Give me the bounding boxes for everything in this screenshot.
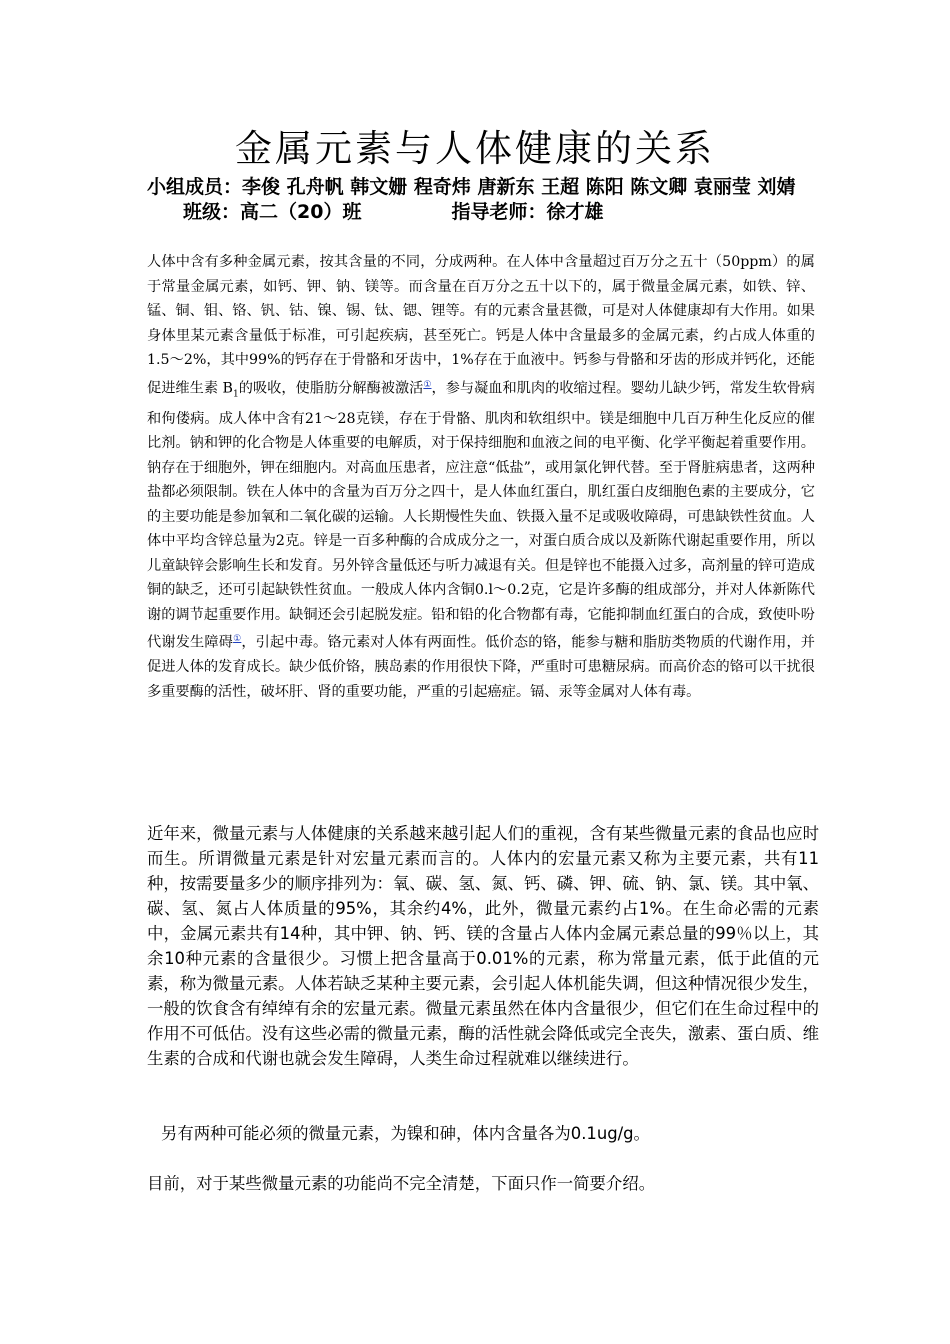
- footnote-ref-link[interactable]: ①: [233, 634, 242, 645]
- paragraph-text: 的吸收，使脂肪分解酶被激活: [238, 380, 424, 397]
- trace-elements-paragraph: 近年来，微量元素与人体健康的关系越来越引起人们的重视，含有某些微量元素的食品也应时而生。所谓微量元素是针对宏量元素而言的。人体内的宏量元素又称为主要元素，共有11种，按需要量多少的顺序排列为：氧、碳、氢、氮、钙、磷、钾、硫、钠、氯、镁。其中氧、碳、氢、氮占人体质量的95%，其余约4%，此外，微量元素约占1%。在生命必需的元素中，金属元素共有14种，其中钾、钠、钙、镁的含量占人体内金属元素总量的99％以上，其余10种元素的含量很少。习惯上把含量高于0.01%的元素，称为常量元素，低于此值的元素，称为微量元素。人体若缺乏某种主要元素，会引起人体机能失调，但这种情况很少发生，一般的饮食含有绰绰有余的宏量元素。微量元素虽然在体内含量很少，但它们在生命过程中的作用不可低估。没有这些必需的微量元素，酶的活性就会降低或完全丧失，激素、蛋白质、维生素的合成和代谢也就会发生障碍，人类生命过程就难以继续进行。: [147, 824, 820, 1068]
- paragraph-text: ，引起中毒。铬元素对人体有两面性。低价态的铬，能参与糖和脂肪类物质的代谢作用，并促进人体的发育成长。缺少低价铬，胰岛素的作用很快下降，严重时可患糖尿病。而高价态的铬可以干扰很多重要酶的活性，破坏肝、肾的重要功能，严重的引起癌症。镉、汞等金属对人体有毒。: [147, 634, 815, 700]
- document-title: 金属元素与人体健康的关系: [235, 127, 715, 170]
- subscript: 1: [232, 389, 239, 400]
- paragraph-text: 人体中含有多种金属元素，按其含量的不同，分成两种。在人体中含量超过百万分之五十（50ppm）的属于常量金属元素，如钙、钾、钠、镁等。而含量在百万分之五十以下的，属于微量金属元素，如铁、锌、锰、铜、钼、铬、钒、钴、镍、锡、钛、锶、锂等。有的元素含量甚微，可是对人体健康却有大作用。如果身体里某元素含量低于标准，可引起疾病，甚至死亡。钙是人体中含量最多的金属元素，约占成人体重的1.5～2%，其中99%的钙存在于骨骼和牙齿中，1%存在于血液中。钙参与骨骼和牙齿的形成并钙化，还能促进维生素 B: [147, 254, 815, 397]
- intro-paragraph: 目前，对于某些微量元素的功能尚不完全清楚，下面只作一简要介绍。: [147, 1174, 656, 1193]
- group-info: [147, 175, 815, 224]
- metal-elements-paragraph: [147, 250, 815, 704]
- footnote-ref-link[interactable]: ①: [423, 379, 432, 390]
- class-label: 班级：高二（20）班: [183, 200, 362, 223]
- nickel-arsenic-paragraph: 另有两种可能必须的微量元素，为镍和砷，体内含量各为0.1ug/g。: [161, 1124, 650, 1143]
- paragraph-text: ，参与凝血和肌肉的收缩过程。婴幼儿缺少钙，常发生软骨病和佝偻病。成人体中含有21～28克镁，存在于骨骼、肌肉和软组织中。镁是细胞中几百万种生化反应的催比剂。钠和钾的化合物是人体重要的电解质，对于保持细胞和血液之间的电平衡、化学平衡起着重要作用。钠存在于细胞外，钾在细胞内。对高血压患者，应注意“低盐”，或用氯化钾代替。至于肾脏病患者，这两种盐都必须限制。铁在人体中的含量为百万分之四十，是人体血红蛋白，肌红蛋白皮细胞色素的主要成分，它的主要功能是参加氧和二氧化碳的运输。人长期慢性失血、铁摄入量不足或吸收障碍，可患缺铁性贫血。人体中平均含锌总量为2克。锌是一百多种酶的合成成分之一，对蛋白质合成以及新陈代谢起重要作用，所以儿童缺锌会影响生长和发育。另外锌含量低还与听力减退有关。但是锌也不能摄入过多，高剂量的锌可造成铜的缺乏，还可引起缺铁性贫血。一般成人体内含铜0.l～0.2克，它是许多酶的组成部分，并对人体新陈代谢的调节起重要作用。缺铜还会引起脱发症。铅和铅的化合物都有毒，它能抑制血红蛋白的合成，致使卟吩代谢发生障碍: [147, 380, 815, 651]
- teacher-label: 指导老师：徐才雄: [451, 200, 604, 223]
- members-label: 小组成员：李俊 孔舟帆 韩文姗 程奇炜 唐新东 王超 陈阳 陈文卿 袁丽莹 刘婧: [147, 176, 796, 198]
